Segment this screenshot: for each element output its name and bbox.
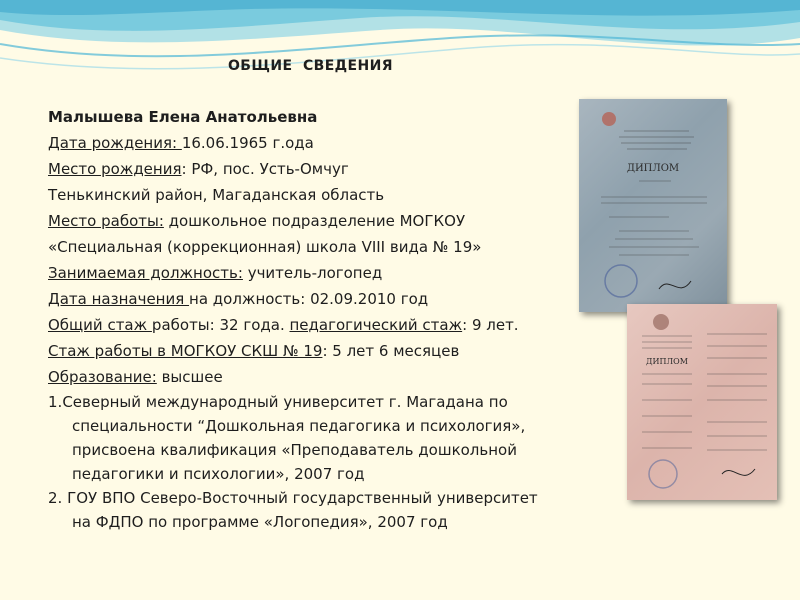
diploma-1-heading: ДИПЛОМ bbox=[626, 163, 680, 174]
workplace-label: Место работы: bbox=[48, 212, 164, 230]
workplace-value: дошкольное подразделение МОГКОУ bbox=[163, 212, 466, 230]
emblem-icon bbox=[653, 314, 669, 330]
education-value: высшее bbox=[156, 368, 223, 386]
position-label: Занимаемая должность: bbox=[48, 264, 243, 282]
total-experience-value: работы: 32 года. bbox=[151, 316, 290, 334]
total-experience-label: Общий стаж bbox=[48, 316, 152, 334]
education-item-1-first-line: Северный международный университет г. Магадана по bbox=[62, 393, 508, 411]
diploma-2-heading: ДИПЛОМ bbox=[646, 357, 688, 366]
workplace-row bbox=[48, 208, 588, 234]
position-value: учитель-логопед bbox=[242, 264, 383, 282]
birthplace-row bbox=[48, 156, 588, 182]
mogkou-experience-value: : 5 лет 6 месяцев bbox=[322, 342, 460, 360]
signature-icon bbox=[659, 281, 691, 289]
birthplace-label: Место рождения bbox=[48, 160, 182, 178]
ped-experience-value: : 9 лет. bbox=[462, 316, 519, 334]
education-item-2 bbox=[48, 486, 588, 534]
info-block bbox=[48, 104, 588, 534]
education-item-1 bbox=[48, 390, 588, 486]
stamp-icon bbox=[649, 460, 677, 488]
appointment-value: на должность: 02.09.2010 год bbox=[189, 290, 429, 308]
page-title: ОБЩИЕ СВЕДЕНИЯ bbox=[228, 58, 393, 74]
education-item-1-text: специальности “Дошкольная педагогика и психология», присвоена квалификация «Преподаватель дошкольной педагогики и психологии», 2007 год bbox=[72, 417, 526, 483]
ped-experience-label: педагогический стаж bbox=[289, 316, 463, 334]
position-row bbox=[48, 260, 588, 286]
appointment-label: Дата назначения bbox=[48, 290, 190, 308]
decorative-waves bbox=[0, 0, 800, 90]
education-row bbox=[48, 364, 588, 390]
birth-date-value: 16.06.1965 г.ода bbox=[181, 134, 314, 152]
mogkou-experience-label: Стаж работы в МОГКОУ СКШ № 19 bbox=[48, 342, 323, 360]
experience-row bbox=[48, 312, 588, 338]
school-row: «Специальная (коррекционная) школа VIII вида № 19» bbox=[48, 238, 482, 256]
birthplace-value: : РФ, пос. Усть-Омчуг bbox=[181, 160, 349, 178]
diploma-image-1 bbox=[579, 99, 727, 312]
full-name: Малышева Елена Анатольевна bbox=[48, 108, 318, 126]
education-item-2-number: 2. bbox=[48, 489, 68, 507]
appointment-row bbox=[48, 286, 588, 312]
stamp-icon bbox=[605, 265, 637, 297]
signature-icon bbox=[722, 469, 755, 475]
district-row: Тенькинский район, Магаданская область bbox=[48, 186, 385, 204]
education-item-2-first-line: ГОУ ВПО Северо-Восточный государственный университет bbox=[67, 489, 538, 507]
birth-date-label: Дата рождения: bbox=[48, 134, 182, 152]
education-label: Образование: bbox=[48, 368, 157, 386]
education-item-2-text: на ФДПО по программе «Логопедия», 2007 год bbox=[72, 513, 448, 531]
education-item-1-number: 1. bbox=[48, 393, 63, 411]
emblem-icon bbox=[602, 112, 616, 126]
mogkou-experience-row bbox=[48, 338, 588, 364]
birth-date-row bbox=[48, 130, 588, 156]
diploma-image-2 bbox=[627, 304, 777, 500]
